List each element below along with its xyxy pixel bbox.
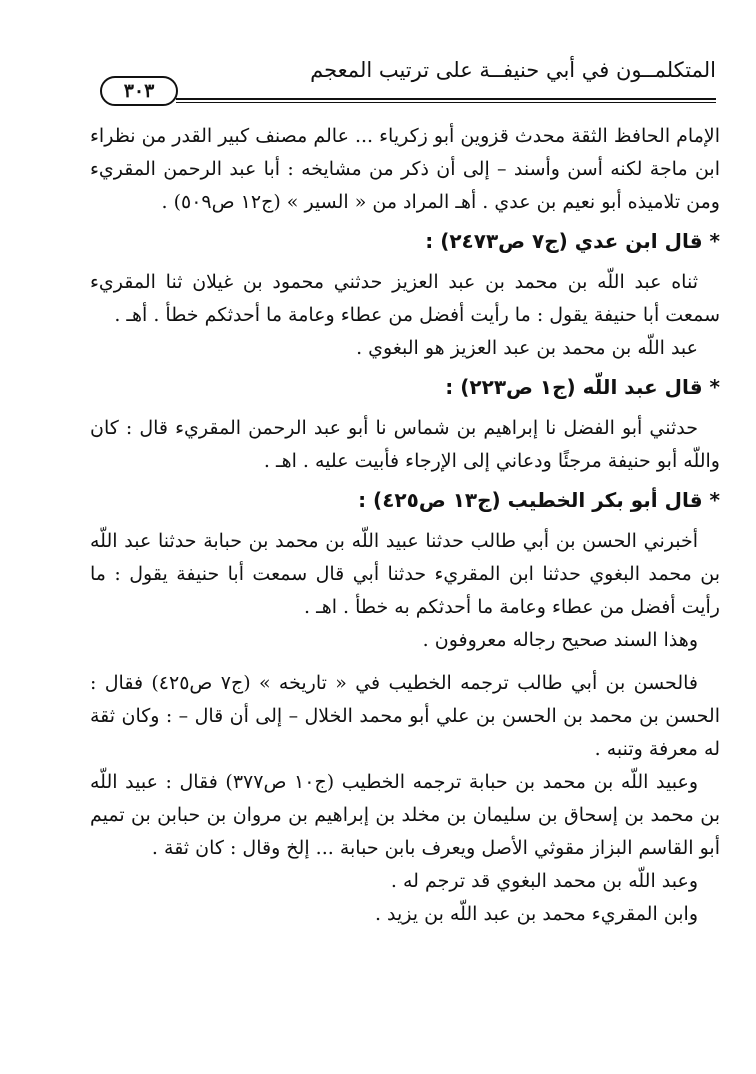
paragraph: فالحسن بن أبي طالب ترجمه الخطيب في « تاريخه » (ج٧ ص٤٢٥) فقال : الحسن بن محمد بن الحسن بن علي أبو محمد الخلال – إلى أن قال – : وكان ثقة له معرفة وتنبه .	[90, 672, 720, 760]
paragraph: عبد اللّه بن محمد بن عبد العزيز هو البغوي .	[356, 337, 698, 359]
page-number-text: ٣٠٣	[123, 80, 155, 102]
paragraph: ثناه عبد اللّه بن محمد بن عبد العزيز حدثني محمود بن غيلان ثنا المقريء سمعت أبا حنيفة يقول : ما رأيت أفضل من عطاء وعامة ما أحدثكم خطأ . أهـ .	[90, 271, 720, 326]
paragraph: وابن المقريء محمد بن عبد اللّه بن يزيد .	[374, 903, 698, 925]
paragraph: الإمام الحافظ الثقة محدث قزوين أبو زكرياء ... عالم مصنف كبير القدر من نظراء ابن ماجة لكنه أسن وأسند – إلى أن ذكر من مشايخه : أبا عبد الرحمن المقريء ومن تلاميذه أبو نعيم بن عدي . أهـ المراد من « السير » (ج١٢ ص٥٠٩) .	[90, 125, 720, 213]
page-body	[90, 120, 720, 931]
paragraph: وعبد اللّه بن محمد البغوي قد ترجم له .	[390, 870, 698, 892]
paragraph: وهذا السند صحيح رجاله معروفون .	[422, 629, 698, 651]
paragraph: أخبرني الحسن بن أبي طالب حدثنا عبيد اللّه بن محمد بن حبابة حدثنا عبد اللّه بن محمد البغوي حدثنا ابن المقريء حدثنا أبي قال سمعت أبا حنيفة يقول : ما رأيت أفضل من عطاء وعامة ما أحدثكم به خطأ . اهـ .	[90, 530, 720, 618]
page-number	[100, 76, 178, 106]
page-header	[100, 54, 716, 104]
section-heading: * قال أبو بكر الخطيب (ج١٣ ص٤٢٥) :	[358, 488, 720, 512]
running-title: المتكلمــون في أبي حنيفــة على ترتيب المعجم	[310, 58, 716, 82]
header-rule-thin	[176, 102, 716, 103]
spacer	[90, 657, 720, 667]
paragraph: حدثني أبو الفضل نا إبراهيم بن شماس نا أبو عبد الرحمن المقريء قال : كان واللّه أبو حنيفة مرجئًا ودعاني إلى الإرجاء فأبيت عليه . اهـ .	[90, 417, 720, 472]
paragraph: وعبيد اللّه بن محمد بن حبابة ترجمه الخطيب (ج١٠ ص٣٧٧) فقال : عبيد اللّه بن محمد بن إسحاق بن سليمان بن مخلد بن إبراهيم بن مروان بن حبابن بن تميم أبو القاسم البزاز مقوثي الأصل ويعرف بابن حبابة ... إلخ وقال : كان ثقة .	[90, 771, 720, 859]
section-heading: * قال عبد اللّه (ج١ ص٢٢٣) :	[445, 375, 720, 399]
section-heading: * قال ابن عدي (ج٧ ص٢٤٧٣) :	[425, 229, 720, 253]
header-rule	[176, 98, 716, 100]
